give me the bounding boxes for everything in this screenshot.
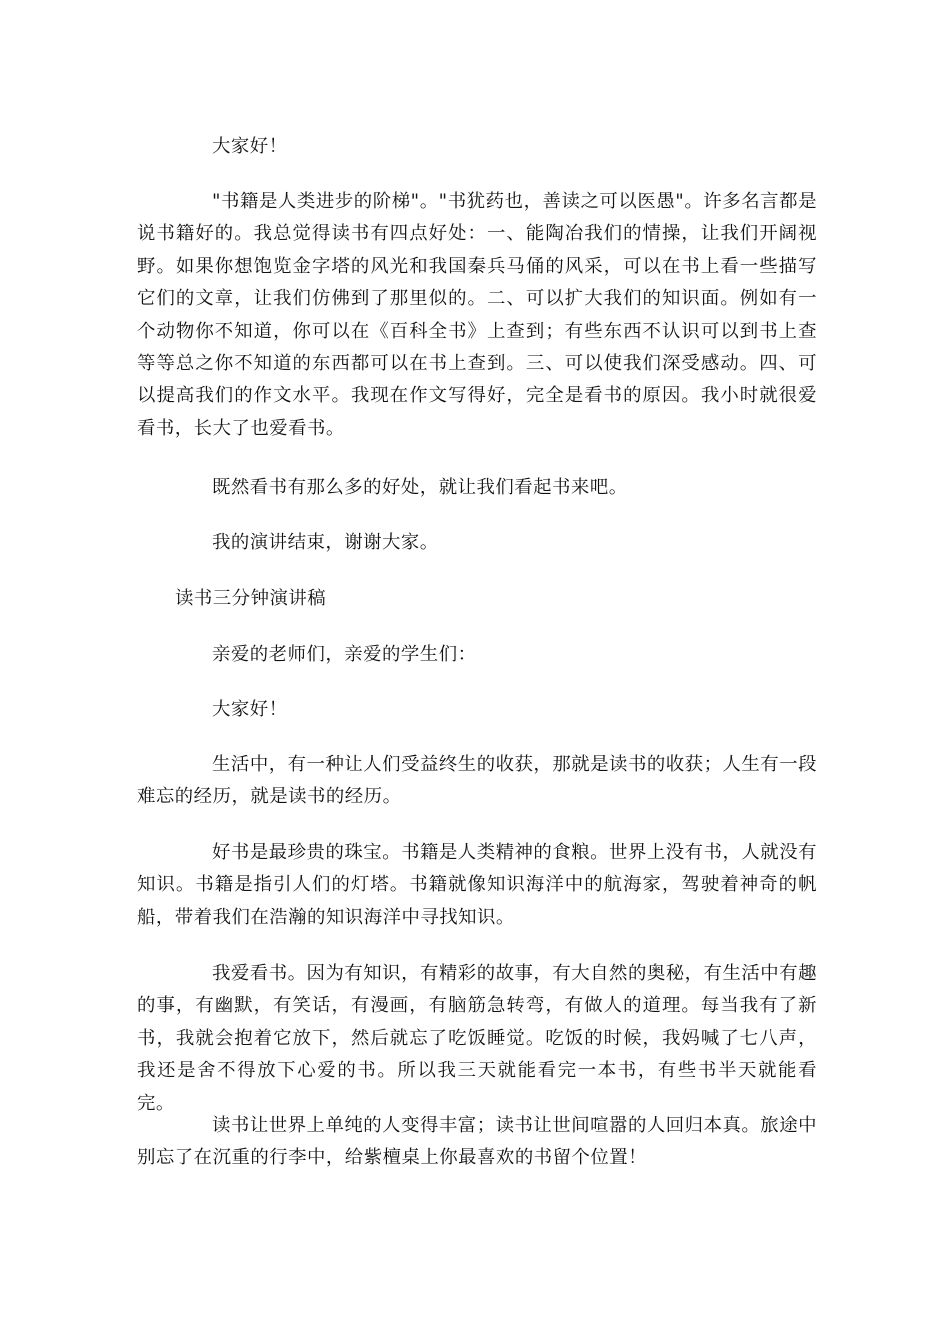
treasure-paragraph: 好书是最珍贵的珠宝。书籍是人类精神的食粮。世界上没有书，人就没有知识。书籍是指引人们的灯塔。书籍就像知识海洋中的航海家，驾驶着神奇的帆船，带着我们在浩瀚的知识海洋中寻找知识。 xyxy=(137,842,817,928)
ending-paragraph: 我的演讲结束，谢谢大家。 xyxy=(212,532,439,553)
greeting-paragraph: 大家好！ xyxy=(212,136,288,157)
harvest-paragraph: 生活中，有一种让人们受益终生的收获，那就是读书的收获；人生有一段难忘的经历，就是读书的经历。 xyxy=(137,754,817,808)
journey-paragraph: 读书让世界上单纯的人变得丰富；读书让世间喧嚣的人回归本真。旅途中别忘了在沉重的行李中，给紫檀桌上你最喜欢的书留个位置！ xyxy=(137,1115,817,1169)
conclusion-paragraph: 既然看书有那么多的好处，就让我们看起书来吧。 xyxy=(212,477,628,498)
salutation-paragraph: 亲爱的老师们，亲爱的学生们： xyxy=(212,644,477,665)
love-reading-paragraph: 我爱看书。因为有知识，有精彩的故事，有大自然的奥秘，有生活中有趣的事，有幽默，有笑话，有漫画，有脑筋急转弯，有做人的道理。每当我有了新书，我就会抱着它放下，然后就忘了吃饭睡觉。吃饭的时候，我妈喊了七八声，我还是舍不得放下心爱的书。所以我三天就能看完一本书，有些书半天就能看完。 xyxy=(137,963,817,1114)
greeting-paragraph-2: 大家好！ xyxy=(212,699,288,720)
quotes-paragraph: "书籍是人类进步的阶梯"。"书犹药也，善读之可以医愚"。许多名言都是说书籍好的。我总觉得读书有四点好处：一、能陶冶我们的情操，让我们开阔视野。如果你想饱览金字塔的风光和我国秦兵马俑的风采，可以在书上看一些描写它们的文章，让我们仿佛到了那里似的。二、可以扩大我们的知识面。例如有一个动物你不知道，你可以在《百科全书》上查到；有些东西不认识可以到书上查等等总之你不知道的东西都可以在书上查到。三、可以使我们深受感动。四、可以提高我们的作文水平。我现在作文写得好，完全是看书的原因。我小时就很爱看书，长大了也爱看书。 xyxy=(137,191,817,439)
section-title: 读书三分钟演讲稿 xyxy=(175,588,327,609)
